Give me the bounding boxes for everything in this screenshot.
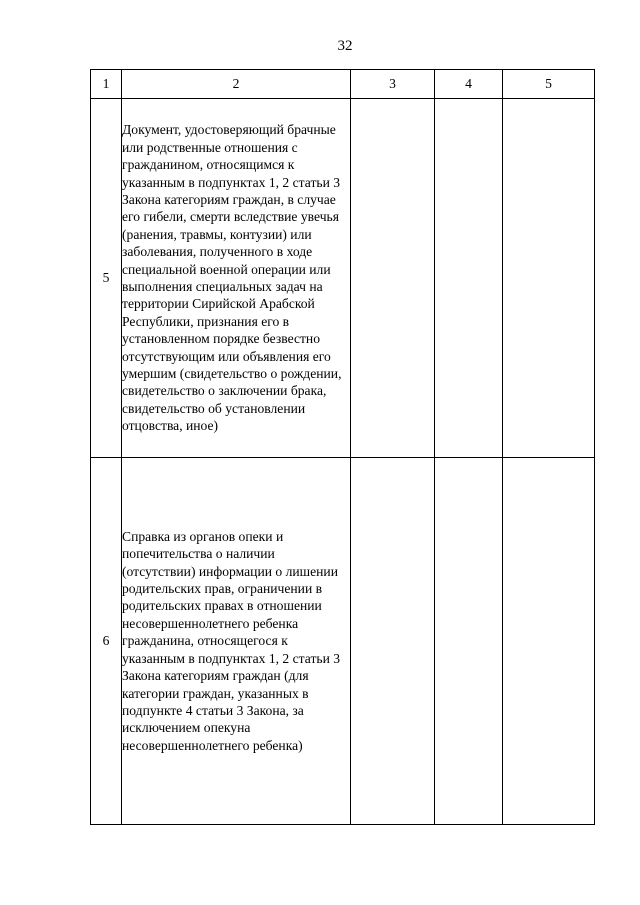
table-row (91, 458, 595, 825)
header-col-1: 1 (91, 70, 122, 99)
cell-col-3 (351, 458, 435, 825)
document-description: Документ, удостоверяющий брачные или родственные отношения с гражданином, относящимся к указанным в подпунктах 1, 2 статьи 3 Закона категориям граждан, в случае его гибели, смерти вследствие увечья (ранения, травмы, контузии) или заболевания, полученного в ходе специальной военной операции или выполнения специальных задач на территории Сирийской Арабской Республики, признания его в установленном порядке безвестно отсутствующим или объявления его умершим (свидетельство о рождении, свидетельство о заключении брака, свидетельство об установлении отцовства, иное) (122, 99, 351, 458)
cell-col-5 (503, 99, 595, 458)
cell-col-5 (503, 458, 595, 825)
document-description: Справка из органов опеки и попечительства о наличии (отсутствии) информации о лишении родительских прав, ограничении в родительских правах в отношении несовершеннолетнего ребенка гражданина, относящегося к указанным в подпунктах 1, 2 статьи 3 Закона категориям граждан (для категории граждан, указанных в подпункте 4 статьи 3 Закона, за исключением опекуна несовершеннолетнего ребенка) (122, 458, 351, 825)
cell-col-4 (435, 458, 503, 825)
header-col-4: 4 (435, 70, 503, 99)
row-number: 6 (91, 458, 122, 825)
header-col-5: 5 (503, 70, 595, 99)
header-col-2: 2 (122, 70, 351, 99)
document-table (90, 69, 595, 825)
row-number: 5 (91, 99, 122, 458)
page-number: 32 (337, 38, 353, 54)
table-header-row (91, 70, 595, 99)
header-col-3: 3 (351, 70, 435, 99)
cell-col-4 (435, 99, 503, 458)
cell-col-3 (351, 99, 435, 458)
table-row (91, 99, 595, 458)
